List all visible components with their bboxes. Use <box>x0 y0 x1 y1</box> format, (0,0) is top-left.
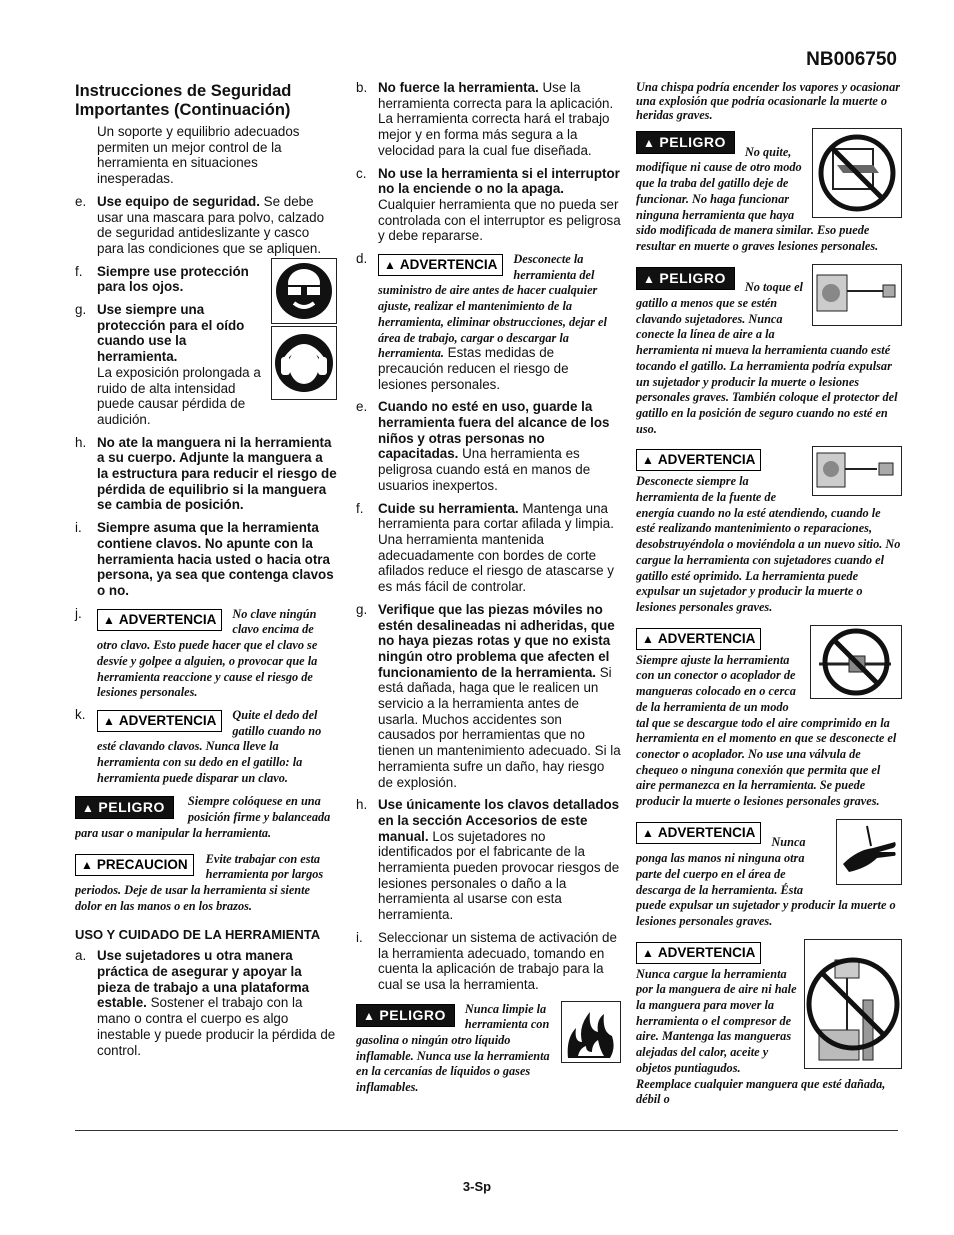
list-item-g: g. Verifique que las piezas móviles no estén desalineadas ni adheridas, que no haya piezas rotas y que no exista ningún otro problema que afecten el funcionamiento de la herramienta. Si está dañada, haga que le realicen un servicio a la herramienta antes de usarla. Muchos accidentes son causados por herramientas que no tienen un mantenimiento adecuado. Si la herramienta sufre un daño, hay riesgo de explosión. <box>356 601 621 790</box>
danger-notice-1: ▲ PELIGRO No quite, modifique ni cause de otro modo que la traba del gatillo deje de funcionar. No haga funcionar ninguna herramienta que haya sido modificada de manera similar. Eso puede resultar en muerte o graves lesiones personales. <box>636 128 902 254</box>
list-item-i: i. Siempre asuma que la herramienta contiene clavos. No apunte con la herramienta hacia usted o hacia otra persona, ya sea que contenga clavos o no. <box>75 520 334 598</box>
list-item-h: h. Use únicamente los clavos detallados en la sección Accesorios de este manual. Los sujetadores no identificados por el fabricante de la herramienta pueden provocar riesgos de lesiones personales o daño a la herramienta al usarse con esta herramienta. <box>356 797 620 923</box>
list-item-f: f. Siempre use protección para los ojos. <box>75 263 249 295</box>
warning-triangle-icon: ▲ <box>81 857 93 872</box>
column-3 <box>636 80 902 1117</box>
section-title: Instrucciones de Seguridad Importantes (Continuación) <box>75 82 292 119</box>
list-item-e: e. Cuando no esté en uso, guarde la herramienta fuera del alcance de los niños y otras personas no capacitadas. Una herramienta es peligrosa cuando está en manos de usuarios inexpertos. <box>356 399 610 493</box>
warning-triangle-icon: ▲ <box>103 612 115 627</box>
warning-badge: ▲ ADVERTENCIA <box>636 822 761 844</box>
danger-notice-2: ▲ PELIGRO No toque el gatillo a menos que se estén clavando sujetadores. Nunca conecte la línea de aire a la herramienta ni mueva la herramienta cuando esté tocando el gatillo. La herramienta podría expulsar un sujetador y producir la muerte o lesiones personales graves. También coloque el protector del gatillo en la posición de seguro cuando no esté en uso. <box>636 264 902 437</box>
danger-badge: ▲ PELIGRO <box>75 796 174 819</box>
warning-badge: ▲ ADVERTENCIA <box>636 628 761 650</box>
warning-notice-6: ▲ ADVERTENCIA Nunca cargue la herramienta por la manguera de aire ni hale la manguera para mover la herramienta o el compresor de aire. Mantenga las mangueras alejadas del calor, aceite y objetos puntiagudos. Reemplace cualquier manguera que esté dañada, débil o <box>636 939 902 1107</box>
list-item-f: f. Cuide su herramienta. Mantenga una herramienta para cortar afilada y limpia. Una herramienta mantenida adecuadamente con bordes de corte afilados reduce el riesgo de atascarse y es más fácil de controlar. <box>356 500 614 595</box>
eye-protection-icon <box>271 258 337 324</box>
list-item-h: h. No ate la manguera ni la herramienta a su cuerpo. Adjunte la manguera a la estructura para reducir el riesgo de pérdida de equilibrio si la manguera se cambia de posición. <box>75 434 337 513</box>
warning-badge: ▲ ADVERTENCIA <box>636 942 761 964</box>
list-item-i: i. Seleccionar un sistema de activación de la herramienta adecuado, tomando en cuenta la aplicación de trabajo para la cual se usa la herramienta. <box>356 929 617 992</box>
warning-notice-4: ▲ ADVERTENCIA Siempre ajuste la herramienta con un conector o acoplador de mangueras colocado en o cerca de la herramienta de un modo tal que se descargue todo el aire comprimido en la herramienta en el momento en que se desconecte el conector o acoplador. No use una válvula de chequeo o ninguna conexión que permita que el aire permanezca en la herramienta. Se puede producir la muerte o lesiones personales graves. <box>636 625 902 809</box>
danger-badge: ▲ PELIGRO <box>636 131 735 154</box>
warning-triangle-icon: ▲ <box>103 713 115 728</box>
warning-triangle-icon: ▲ <box>642 631 654 646</box>
no-carry-by-hose-icon <box>804 939 902 1069</box>
warning-notice-5: ▲ ADVERTENCIA Nunca ponga las manos ni ninguna otra parte del cuerpo en el área de descarga de la herramienta. Ésta puede expulsar un sujetador y producir la muerte o lesiones personales graves. <box>636 819 902 929</box>
caution-notice: ▲ PRECAUCION Evite trabajar con esta herramienta por largos periodos. Deje de usar la herramienta si siente dolor en las manos o en los brazos. <box>75 851 324 913</box>
warning-triangle-icon: ▲ <box>642 825 654 840</box>
list-item-a: a. Use sujetadores u otra manera práctica de asegurar y apoyar la pieza de trabajo a una plataforma estable. Sostener el trabajo con la mano o contra el cuerpo es algo inestable y puede producir la pérdida de control. <box>75 948 336 1058</box>
warning-triangle-icon: ▲ <box>643 271 656 286</box>
column-2 <box>356 80 621 1105</box>
column-1 <box>75 82 337 1065</box>
danger-badge: ▲ PELIGRO <box>356 1004 455 1027</box>
list-item-k: k. ▲ ADVERTENCIA Quite el dedo del gatillo cuando no esté clavando clavos. Nunca lleve la herramienta con su dedo en el gatillo: la herramienta puede disparar un clavo. <box>75 706 322 785</box>
warning-badge: ▲ ADVERTENCIA <box>97 609 222 631</box>
no-check-valve-icon <box>810 625 902 699</box>
warning-badge: ▲ ADVERTENCIA <box>636 449 761 471</box>
no-trigger-modification-icon <box>812 128 902 218</box>
list-item-g: g. Use siempre una protección para el oído cuando use la herramienta. La exposición prolongada a ruido de alta intensidad puede causar pérdida de audición. <box>75 302 261 427</box>
footer-divider <box>75 1130 898 1131</box>
air-line-connection-icon <box>812 264 902 326</box>
list-item-d: d. ▲ ADVERTENCIA Desconecte la herramienta del suministro de aire antes de hacer cualquier ajuste, realizar el mantenimiento de la herramienta, eliminar obstrucciones, dejar el área de trabajo, cargar o descargar la herramienta. Estas medidas de precaución reducen el riesgo de lesiones personales. <box>356 251 607 392</box>
ear-protection-icon <box>271 326 337 400</box>
caution-badge: ▲ PRECAUCION <box>75 854 194 876</box>
danger-notice: ▲ PELIGRO Siempre colóquese en una posición firme y balanceada para usar o manipular la herramienta. <box>75 794 331 840</box>
warning-badge: ▲ ADVERTENCIA <box>97 710 222 732</box>
list-item-e: e. Use equipo de seguridad. Se debe usar una mascara para polvo, calzado de seguridad antideslizante y casco para las condiciones que se apliquen. <box>75 193 325 256</box>
document-code: NB006750 <box>806 49 897 70</box>
disconnect-tool-icon <box>812 446 902 496</box>
warning-triangle-icon: ▲ <box>363 1008 376 1023</box>
warning-badge: ▲ ADVERTENCIA <box>378 254 503 276</box>
warning-notice-3: ▲ ADVERTENCIA Desconecte siempre la herramienta de la fuente de energía cuando no la esté atendiendo, cuando le esté realizando mantenimiento o reparaciones, desobstruyéndola o moviéndola a un nuevo sitio. No cargue la herramienta con sujetadores cuando el gatillo esté oprimido. La herramienta puede expulsar un sujetador y producir la muerte o lesiones personales graves. <box>636 446 902 614</box>
warning-triangle-icon: ▲ <box>82 801 95 816</box>
warning-triangle-icon: ▲ <box>642 945 654 960</box>
page-number: 3-Sp <box>462 1179 492 1194</box>
protection-items <box>75 264 337 428</box>
fire-hazard-icon <box>561 1001 621 1063</box>
warning-triangle-icon: ▲ <box>384 258 396 273</box>
list-item-b: b. No fuerce la herramienta. Use la herramienta correcta para la aplicación. La herramienta correcta hará el trabajo mejor y en forma más segura a la velocidad para la cual fue diseñada. <box>356 80 614 158</box>
explosion-note: Una chispa podría encender los vapores y ocasionar una explosión que podría ocasionarle la muerte o heridas graves. <box>636 80 901 122</box>
hand-hazard-icon <box>836 819 902 885</box>
list-item-j: j. ▲ ADVERTENCIA No clave ningún clavo encima de otro clavo. Esto puede hacer que el clavo se desvíe y golpee a alguien, o provocar que la herramienta reaccione y cause el riesgo de lesiones personales. <box>75 605 318 700</box>
subsection-title: USO Y CUIDADO DE LA HERRAMIENTA <box>75 927 321 943</box>
intro-paragraph: Un soporte y equilibrio adecuados permiten un mejor control de la herramienta en situaciones inesperadas. <box>97 124 300 187</box>
danger-badge: ▲ PELIGRO <box>636 267 735 290</box>
danger-notice: ▲ PELIGRO Nunca limpie la herramienta con gasolina o ningún otro líquido inflamable. Nunca use la herramienta en la cercanías de líquidos o gases inflamables. <box>356 1001 621 1095</box>
warning-triangle-icon: ▲ <box>643 136 656 150</box>
warning-triangle-icon: ▲ <box>642 453 654 468</box>
list-item-c: c. No use la herramienta si el interruptor no la enciende o no la apaga. Cualquier herramienta que no pueda ser controlada con el interruptor es peligrosa y debe repararse. <box>356 165 621 244</box>
